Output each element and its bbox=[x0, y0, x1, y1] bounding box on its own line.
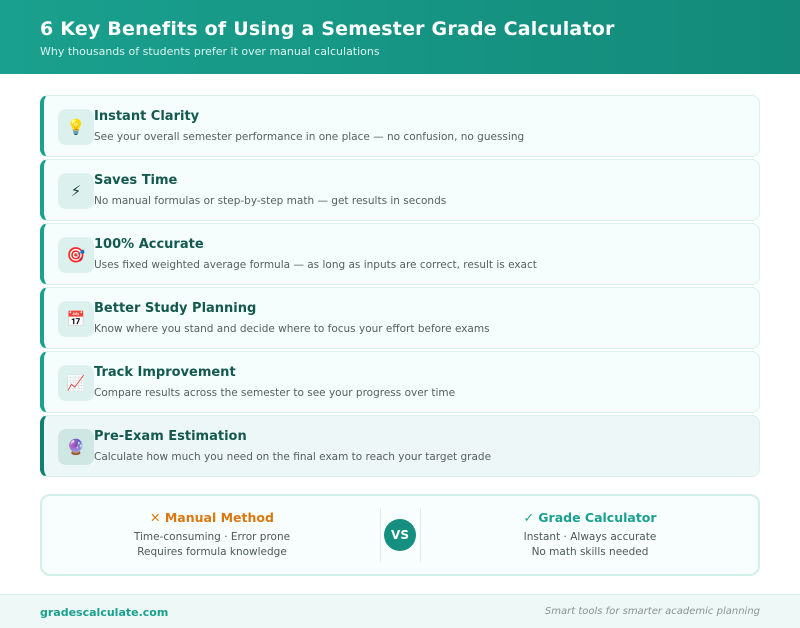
benefit-card-accurate bbox=[40, 223, 760, 285]
benefit-description: Know where you stand and decide where to focus your effort before exams bbox=[94, 323, 490, 335]
benefit-title: Saves Time bbox=[94, 173, 178, 188]
footer-tagline: Smart tools for smarter academic planning bbox=[544, 606, 760, 617]
benefit-card-saves-time bbox=[40, 159, 760, 221]
benefit-title: Better Study Planning bbox=[94, 301, 257, 316]
grade-calculator-heading: ✓ Grade Calculator bbox=[523, 510, 657, 525]
benefit-title: 100% Accurate bbox=[94, 237, 204, 252]
header-banner bbox=[0, 0, 800, 74]
benefit-description: Uses fixed weighted average formula — as long as inputs are correct, result is exact bbox=[94, 259, 537, 271]
benefit-card-pre-exam bbox=[40, 415, 760, 477]
comparison-panel bbox=[40, 494, 760, 576]
benefits-list bbox=[40, 95, 760, 479]
calendar-icon: 📅 bbox=[58, 301, 94, 337]
grade-calculator-column bbox=[430, 510, 750, 558]
site-link[interactable]: gradescalculate.com bbox=[40, 606, 169, 619]
chart-icon: 📈 bbox=[58, 365, 94, 401]
manual-method-line: Requires formula knowledge bbox=[137, 546, 287, 558]
footer bbox=[0, 594, 800, 628]
benefit-description: Calculate how much you need on the final exam to reach your target grade bbox=[94, 451, 492, 463]
benefit-title: Instant Clarity bbox=[94, 109, 200, 124]
manual-method-heading: ✕ Manual Method bbox=[150, 510, 274, 525]
manual-method-line: Time-consuming · Error prone bbox=[133, 531, 291, 543]
divider bbox=[380, 508, 381, 562]
benefit-title: Track Improvement bbox=[94, 365, 236, 380]
benefit-card-study-planning bbox=[40, 287, 760, 349]
divider bbox=[420, 508, 421, 562]
grade-calculator-line: No math skills needed bbox=[531, 546, 649, 558]
benefit-card-track-improvement bbox=[40, 351, 760, 413]
lightning-icon: ⚡ bbox=[58, 173, 94, 209]
manual-method-column bbox=[52, 510, 372, 558]
benefit-title: Pre-Exam Estimation bbox=[94, 429, 247, 444]
page-title: 6 Key Benefits of Using a Semester Grade Calculator bbox=[40, 18, 615, 40]
target-icon: 🎯 bbox=[58, 237, 94, 273]
benefit-description: No manual formulas or step-by-step math — get results in seconds bbox=[94, 195, 447, 207]
benefit-description: See your overall semester performance in one place — no confusion, no guessing bbox=[94, 131, 525, 143]
crystal-ball-icon: 🔮 bbox=[58, 429, 94, 465]
grade-calculator-line: Instant · Always accurate bbox=[523, 531, 657, 543]
lightbulb-icon: 💡 bbox=[58, 109, 94, 145]
vs-badge: VS bbox=[384, 519, 416, 551]
benefit-description: Compare results across the semester to see your progress over time bbox=[94, 387, 456, 399]
benefit-card-instant-clarity bbox=[40, 95, 760, 157]
page-subtitle: Why thousands of students prefer it over manual calculations bbox=[40, 45, 380, 58]
